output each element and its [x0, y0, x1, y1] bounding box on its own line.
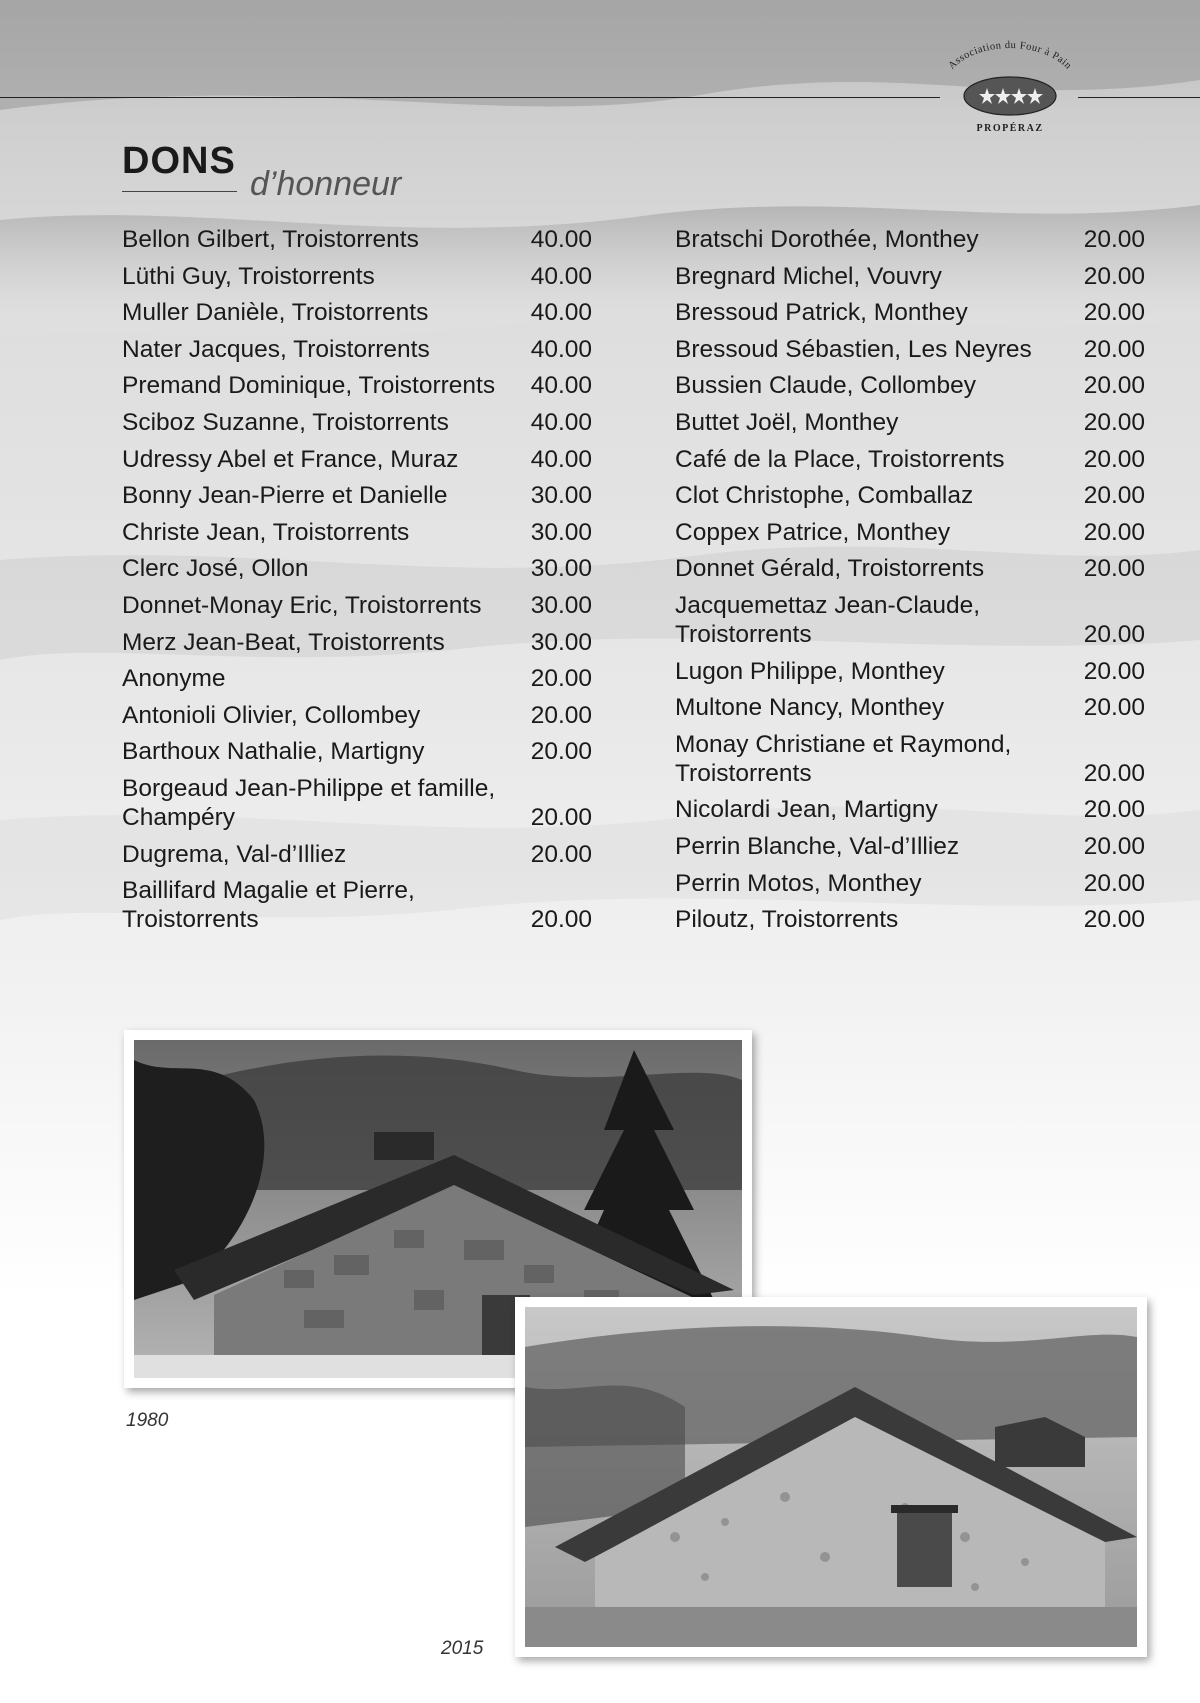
donor-name: Perrin Blanche, Val-d’Illiez [675, 832, 960, 860]
donor-row [675, 335, 1145, 372]
donor-row [675, 693, 1145, 730]
donation-amount: 20.00 [1083, 299, 1145, 327]
header-rule [0, 97, 940, 98]
donor-row [122, 262, 592, 299]
donor-name: Antonioli Olivier, Collombey [122, 701, 421, 729]
donor-row [675, 408, 1145, 445]
donation-amount: 20.00 [1083, 262, 1145, 290]
donation-amount: 20.00 [1083, 445, 1145, 473]
donation-amount: 20.00 [1083, 518, 1145, 546]
donor-name: Clerc José, Ollon [122, 555, 309, 583]
donor-row [122, 840, 592, 877]
donor-name: Donnet-Monay Eric, Troistorrents [122, 591, 482, 619]
donor-name: Perrin Motos, Monthey [675, 869, 922, 897]
donor-row [122, 371, 592, 408]
donor-name: Borgeaud Jean-Philippe et famille, Champéry [122, 774, 496, 831]
donor-name: Lugon Philippe, Monthey [675, 657, 945, 685]
donor-row [122, 664, 592, 701]
association-logo [925, 40, 1095, 140]
donor-name: Anonyme [122, 665, 226, 693]
donor-row [675, 371, 1145, 408]
donor-name: Coppex Patrice, Monthey [675, 518, 951, 546]
donor-name: Multone Nancy, Monthey [675, 694, 945, 722]
donor-name: Jacquemettaz Jean-Claude, Troistorrents [675, 591, 981, 648]
donation-amount: 40.00 [530, 335, 592, 363]
donor-row [675, 869, 1145, 906]
donor-name: Nicolardi Jean, Martigny [675, 796, 938, 824]
donation-amount: 40.00 [530, 372, 592, 400]
donor-name: Lüthi Guy, Troistorrents [122, 262, 375, 290]
donor-row [122, 298, 592, 335]
donor-name: Baillifard Magalie et Pierre, Troistorrents [122, 877, 415, 934]
donation-amount: 20.00 [1083, 869, 1145, 897]
donor-row [675, 262, 1145, 299]
donor-name: Buttet Joël, Monthey [675, 408, 899, 436]
donation-amount: 20.00 [530, 803, 592, 831]
donor-name: Sciboz Suzanne, Troistorrents [122, 408, 449, 436]
logo-bottom-text: PROPÉRAZ [976, 123, 1044, 134]
donor-name: Christe Jean, Troistorrents [122, 518, 410, 546]
donor-row [122, 408, 592, 445]
donation-amount: 20.00 [530, 738, 592, 766]
donation-amount: 20.00 [1083, 620, 1145, 648]
title-main: DONS [122, 140, 236, 182]
donor-row [122, 628, 592, 665]
donor-name: Udressy Abel et France, Muraz [122, 445, 459, 473]
donor-row [675, 298, 1145, 335]
section-title [122, 140, 522, 210]
donor-name: Bressoud Sébastien, Les Neyres [675, 335, 1032, 363]
donor-name: Piloutz, Troistorrents [675, 906, 899, 934]
donation-amount: 20.00 [1083, 408, 1145, 436]
donation-amount: 20.00 [1083, 335, 1145, 363]
donation-amount: 20.00 [1083, 226, 1145, 253]
donor-row [122, 737, 592, 774]
donation-amount: 20.00 [1083, 694, 1145, 722]
caption-1980: 1980 [126, 1410, 169, 1431]
donation-amount: 20.00 [1083, 555, 1145, 583]
donor-row [675, 591, 1145, 657]
donation-amount: 20.00 [1083, 759, 1145, 787]
donor-row [122, 701, 592, 738]
header-rule-right [1078, 97, 1200, 98]
donor-row [675, 481, 1145, 518]
donor-row [122, 225, 592, 262]
donor-row [122, 774, 592, 840]
title-underline [122, 191, 237, 192]
donor-row [675, 795, 1145, 832]
donor-name: Nater Jacques, Troistorrents [122, 335, 430, 363]
donation-amount: 40.00 [530, 226, 592, 253]
donation-amount: 20.00 [530, 906, 592, 934]
donation-amount: 20.00 [530, 840, 592, 868]
donor-row [122, 591, 592, 628]
donation-amount: 30.00 [530, 591, 592, 619]
donor-list-right [675, 225, 1145, 942]
donor-row [675, 225, 1145, 262]
donor-row [122, 335, 592, 372]
donation-amount: 20.00 [530, 665, 592, 693]
donation-amount: 40.00 [530, 408, 592, 436]
donor-name: Bregnard Michel, Vouvry [675, 262, 942, 290]
donor-row [675, 554, 1145, 591]
donor-name: Bratschi Dorothée, Monthey [675, 226, 979, 253]
logo-arc-text: Association du Four à Pain [946, 40, 1074, 72]
donor-row [122, 445, 592, 482]
donor-row [122, 876, 592, 942]
donation-amount: 20.00 [1083, 832, 1145, 860]
donor-name: Clot Christophe, Comballaz [675, 482, 974, 510]
donation-amount: 40.00 [530, 445, 592, 473]
donor-row [122, 481, 592, 518]
donor-row [122, 554, 592, 591]
donor-name: Bussien Claude, Collombey [675, 372, 976, 400]
donation-amount: 30.00 [530, 555, 592, 583]
photo-2015 [515, 1297, 1147, 1657]
donation-amount: 20.00 [1083, 906, 1145, 934]
donor-row [675, 657, 1145, 694]
donor-name: Premand Dominique, Troistorrents [122, 372, 496, 400]
donation-amount: 20.00 [1083, 482, 1145, 510]
oven-house-photo-2015 [525, 1307, 1137, 1647]
donation-amount: 20.00 [1083, 657, 1145, 685]
donor-row [122, 518, 592, 555]
donor-list-left [122, 225, 592, 942]
donor-row [675, 905, 1145, 942]
donor-row [675, 730, 1145, 796]
donation-amount: 30.00 [530, 628, 592, 656]
donor-row [675, 832, 1145, 869]
donor-row [675, 445, 1145, 482]
donor-name: Café de la Place, Troistorrents [675, 445, 1005, 473]
donation-amount: 20.00 [530, 701, 592, 729]
title-sub: d’honneur [250, 165, 402, 203]
donation-amount: 30.00 [530, 518, 592, 546]
donation-amount: 20.00 [1083, 796, 1145, 824]
svg-text:Association du Four à Pain [946, 40, 1073, 72]
donor-name: Monay Christiane et Raymond, Troistorrents [675, 730, 1012, 787]
donor-name: Bonny Jean-Pierre et Danielle [122, 482, 448, 510]
donor-row [675, 518, 1145, 555]
donation-amount: 40.00 [530, 299, 592, 327]
donation-amount: 20.00 [1083, 372, 1145, 400]
donor-name: Bressoud Patrick, Monthey [675, 299, 968, 327]
donor-name: Barthoux Nathalie, Martigny [122, 738, 425, 766]
donation-amount: 30.00 [530, 482, 592, 510]
donor-name: Muller Danièle, Troistorrents [122, 299, 429, 327]
donor-name: Dugrema, Val-d’Illiez [122, 840, 347, 868]
donation-amount: 40.00 [530, 262, 592, 290]
donor-name: Donnet Gérald, Troistorrents [675, 555, 985, 583]
caption-2015: 2015 [441, 1638, 484, 1659]
donor-name: Bellon Gilbert, Troistorrents [122, 226, 419, 253]
donor-name: Merz Jean-Beat, Troistorrents [122, 628, 445, 656]
